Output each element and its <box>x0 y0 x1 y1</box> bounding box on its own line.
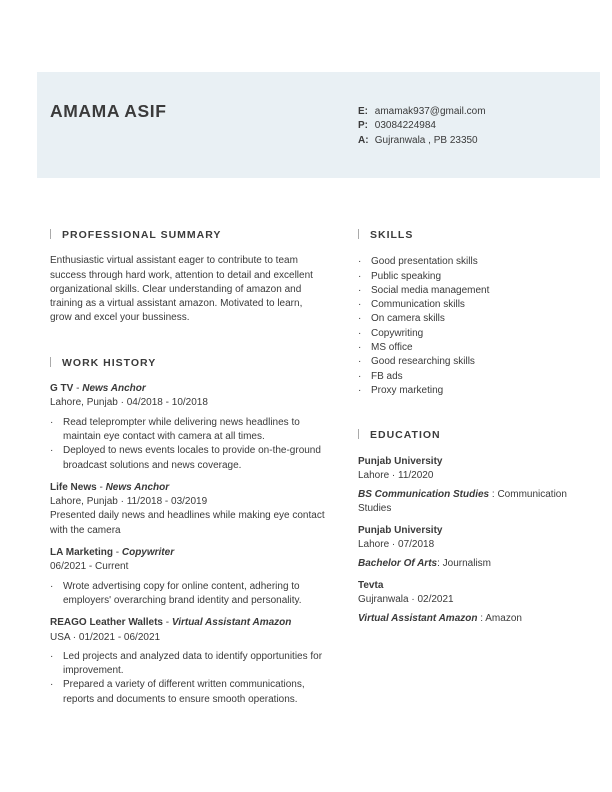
skills-list <box>358 255 588 398</box>
job-title: Virtual Assistant Amazon <box>171 617 292 629</box>
section-heading-work: WORK HISTORY <box>50 356 325 370</box>
job-company: REAGO Leather Wallets <box>50 617 163 629</box>
job-bullet: · Wrote advertising copy for online content, adhering to employers' overarching brand identity and personality. <box>50 580 325 609</box>
degree: Virtual Assistant Amazon <box>358 613 478 625</box>
skill-item: · MS office <box>358 341 588 355</box>
skill-item: · On camera skills <box>358 312 588 326</box>
contact-info <box>358 105 486 148</box>
phone-label: P: <box>358 120 368 132</box>
address: Gujranwala , PB 23350 <box>374 134 478 146</box>
education-meta: Gujranwala · 02/2021 <box>358 593 454 605</box>
school-name: Tevta <box>358 579 384 591</box>
job-bullet: · Led projects and analyzed data to identify opportunities for improvement. <box>50 650 325 679</box>
job-description: Presented daily news and headlines while making eye contact with the camera <box>50 510 325 536</box>
education-meta: Lahore · 07/2018 <box>358 539 435 551</box>
header-band <box>37 72 600 178</box>
summary-text: Enthusiastic virtual assistant eager to contribute to team success through hard work, attention to detail and excellent organizational skills. Clear understanding of amazon and training as a virtual assistant amazon. Motivated to learn, grow and excel your bussiness. <box>50 255 313 324</box>
right-column <box>358 228 588 627</box>
education-entry <box>358 579 588 627</box>
candidate-name: AMAMA ASIF <box>50 101 167 121</box>
job-company: Life News <box>50 481 97 493</box>
job-meta: Lahore, Punjab · 11/2018 - 03/2019 <box>50 496 208 508</box>
field: : Amazon <box>477 613 522 625</box>
skill-item: · Good researching skills <box>358 355 588 369</box>
job-title: News Anchor <box>82 383 146 395</box>
skill-item: · Social media management <box>358 284 588 298</box>
phone: 03084224984 <box>374 120 436 132</box>
school-name: Punjab University <box>358 455 443 467</box>
skill-item: · Communication skills <box>358 298 588 312</box>
degree: BS Communication Studies <box>358 489 490 501</box>
address-row <box>358 134 486 148</box>
job-meta: 06/2021 - Current <box>50 561 129 573</box>
email-row <box>358 105 486 119</box>
field: : Journalism <box>437 558 491 570</box>
skill-item: · FB ads <box>358 370 588 384</box>
degree: Bachelor Of Arts <box>358 558 438 570</box>
email-label: E: <box>358 106 368 117</box>
job-entry: REAGO Leather Wallets - Virtual Assistant Amazon USA · 01/2021 - 06/2021 · Led projects and analyzed data to identify opportunities for improvement. · Prepared a variety of different written communications, reports and documents to ensure smooth operations. <box>50 616 325 707</box>
field: : Communication Studies <box>358 489 567 515</box>
job-entry: G TV - News Anchor Lahore, Punjab · 04/2018 - 10/2018 · Read teleprompter while delivering news headlines to maintain eye contact with camera at all times. · Deployed to news events locales to provide on-the-ground broadcast solutions and news coverage. <box>50 382 325 473</box>
job-bullet: · Deployed to news events locales to provide on-the-ground broadcast solutions and news coverage. <box>50 444 325 473</box>
address-label: A: <box>358 134 369 146</box>
section-heading-skills: SKILLS <box>358 228 588 242</box>
job-entry: Life News - News Anchor Lahore, Punjab · 11/2018 - 03/2019 Presented daily news and headlines while making eye contact with the camera <box>50 481 325 538</box>
skill-item: · Proxy marketing <box>358 384 588 398</box>
job-bullet: · Prepared a variety of different written communications, reports and documents to ensure smooth operations. <box>50 678 325 707</box>
skill-item: · Copywriting <box>358 327 588 341</box>
education-entry <box>358 524 588 572</box>
phone-row <box>358 119 486 133</box>
section-heading-education: EDUCATION <box>358 428 588 442</box>
job-meta: Lahore, Punjab · 04/2018 - 10/2018 <box>50 397 208 409</box>
job-entry: LA Marketing - Copywriter 06/2021 - Current · Wrote advertising copy for online content, adhering to employers' overarching brand identity and personality. <box>50 546 325 608</box>
skill-item: · Good presentation skills <box>358 255 588 269</box>
section-heading-summary: PROFESSIONAL SUMMARY <box>50 228 325 242</box>
email[interactable]: amamak937@gmail.com <box>374 106 486 117</box>
job-title: Copywriter <box>121 547 175 559</box>
job-company: G TV <box>50 383 74 395</box>
education-meta: Lahore · 11/2020 <box>358 469 434 481</box>
school-name: Punjab University <box>358 524 443 536</box>
left-column <box>50 228 325 707</box>
job-bullet: · Read teleprompter while delivering news headlines to maintain eye contact with camera at all times. <box>50 416 325 445</box>
job-company: LA Marketing <box>50 547 113 559</box>
job-meta: USA · 01/2021 - 06/2021 <box>50 631 161 643</box>
job-title: News Anchor <box>105 481 170 493</box>
education-entry <box>358 455 588 517</box>
skill-item: · Public speaking <box>358 270 588 284</box>
